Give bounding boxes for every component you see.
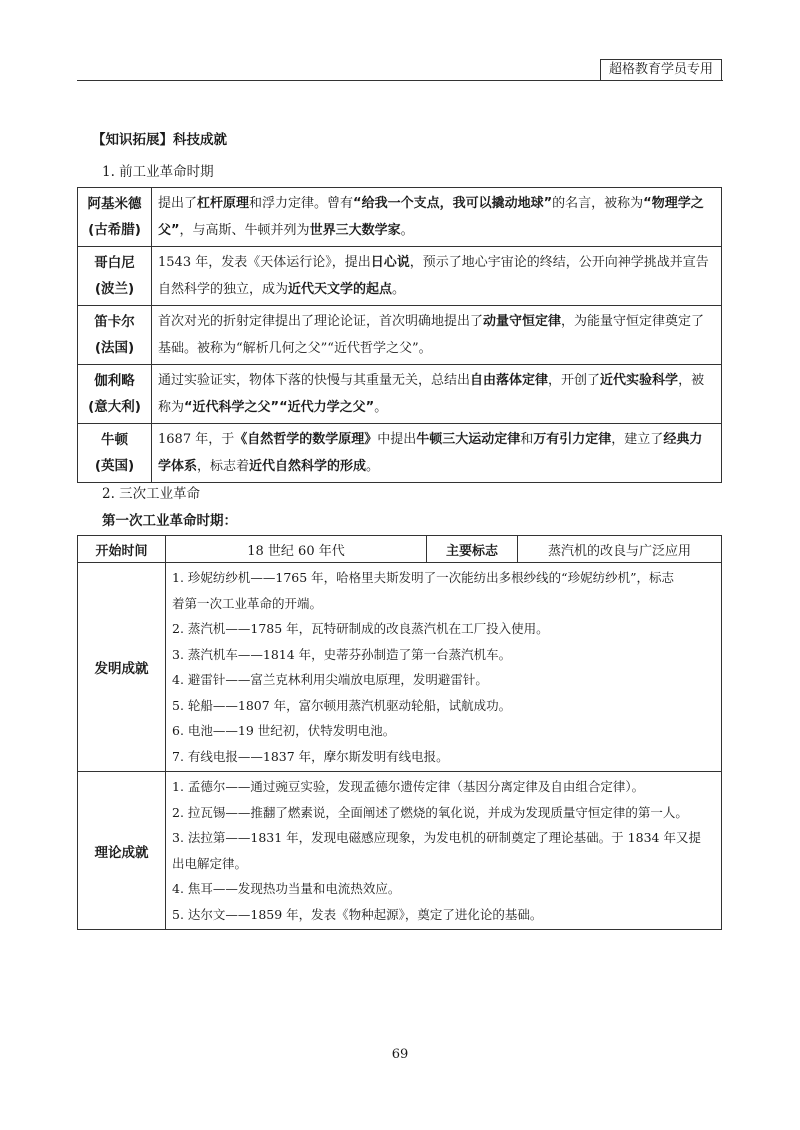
list-item: 5. 轮船——1807 年，富尔顿用蒸汽机驱动轮船，试航成功。 [172,697,512,713]
text-segment: 中提出 [377,432,417,447]
inventions-list [166,563,722,772]
bold-term: 近代自然科学的形成 [249,459,367,474]
text-segment: 。 [374,400,388,415]
text-segment: ，预示了地心宇宙论的终结，公开向神学挑战并宣告自然科学的独立，成为 [158,255,709,297]
text-segment: 的名言，被称为 [552,196,644,211]
text-segment: ，被称为 [158,373,705,415]
bold-term: 《自然哲学的数学原理》 [234,432,378,447]
text-segment: 1687 年，于 [158,432,235,447]
scientist-name: 牛顿 [101,432,128,448]
list-item: 出电解定律。 [172,855,248,871]
scientist-cell [78,247,152,306]
list-item: 3. 蒸汽机车——1814 年，史蒂芬孙制造了第一台蒸汽机车。 [172,646,512,662]
scientist-row [78,365,722,424]
part2-subtitle: 第一次工业革命时期： [102,513,237,529]
text-segment: 首次对光的折射定律提出了理论论证，首次明确地提出了 [158,314,484,329]
bold-term: 杠杆原理 [197,196,250,211]
scientist-row [78,306,722,365]
header-label: 超格教育学员专用 [600,59,722,81]
mark-label: 主要标志 [427,536,518,563]
start-value: 18 世纪 60 年代 [166,536,427,563]
list-item: 1. 珍妮纺纱机——1765 年，哈格里夫斯发明了一次能纺出多根纱线的“珍妮纺纱机”，标志 [172,570,674,585]
bold-term: 万有引力定律 [533,432,612,447]
theories-label: 理论成就 [78,772,166,930]
scientist-origin: (英国) [94,458,135,474]
theories-list [166,772,722,930]
text-segment: 和浮力定律。曾有 [249,196,354,211]
section-title: 【知识拓展】科技成就 [92,132,227,148]
theories-row [78,772,722,930]
scientist-cell [78,306,152,365]
achievement-description [152,247,722,306]
scientist-cell [78,424,152,483]
bold-term: “给我一个支点，我可以撬动地球” [353,196,553,211]
header-rule [77,80,723,81]
scientist-origin: (法国) [94,340,135,356]
text-segment: ，建立了 [611,432,664,447]
text-segment: ，与高斯、牛顿并列为 [179,223,310,238]
bold-term: “物理学之父” [158,196,704,238]
first-industrial-revolution-table [77,535,722,930]
bold-term: 自由落体定律 [470,373,549,388]
list-item: 7. 有线电报——1837 年，摩尔斯发明有线电报。 [172,748,449,764]
page-number: 69 [391,1047,409,1062]
scientist-name: 笛卡尔 [94,314,135,330]
scientist-cell [78,188,152,247]
mark-value: 蒸汽机的改良与广泛应用 [518,536,722,563]
bold-term: 近代实验科学 [600,373,679,388]
list-item: 着第一次工业革命的开端。 [172,595,323,611]
text-segment: ，为能量守恒定律奠定了基础。被称为“解析几何之父”“近代哲学之父”。 [158,314,705,356]
achievement-description [152,365,722,424]
list-item: 6. 电池——19 世纪初，伏特发明电池。 [172,723,396,738]
bold-term: 近代天文学的起点 [288,282,393,297]
scientist-row [78,188,722,247]
text-segment: 通过实验证实，物体下落的快慢与其重量无关，总结出 [158,373,471,388]
text-segment: ，开创了 [548,373,601,388]
scientist-origin: (波兰) [94,281,135,297]
list-item: 2. 蒸汽机——1785 年，瓦特研制成的改良蒸汽机在工厂投入使用。 [172,621,549,636]
bold-term: 牛顿三大运动定律 [416,432,521,447]
list-item: 1. 孟德尔——通过豌豆实验，发现孟德尔遗传定律（基因分离定律及自由组合定律）。 [172,779,645,794]
inventions-label: 发明成就 [78,563,166,772]
list-item: 5. 达尔文——1859 年，发表《物种起源》，奠定了进化论的基础。 [172,906,543,922]
pre-industrial-table [77,187,722,483]
text-segment: ，标志着 [197,459,250,474]
list-item: 2. 拉瓦锡——推翻了燃素说，全面阐述了燃烧的氧化说，并成为发现质量守恒定律的第一人。 [172,804,688,820]
scientist-cell [78,365,152,424]
scientist-name: 阿基米德 [87,196,142,212]
text-segment: 1543 年，发表《天体运行论》，提出 [158,255,371,270]
scientist-origin: (古希腊) [88,222,141,238]
scientist-row [78,424,722,483]
scientist-name: 哥白尼 [94,255,135,271]
text-segment: 。 [400,223,414,238]
list-item: 4. 焦耳——发现热功当量和电流热效应。 [172,881,401,896]
text-segment: 。 [392,282,406,297]
bold-term: 世界三大数学家 [309,223,401,238]
inventions-row [78,563,722,772]
list-item: 3. 法拉第——1831 年，发现电磁感应现象，为发电机的研制奠定了理论基础。于 1834 年又提 [172,830,701,845]
table-header-row [78,536,722,563]
part1-title: 1. 前工业革命时期 [102,164,214,180]
part2-title: 2. 三次工业革命 [102,486,201,502]
bold-term: 经典力学体系 [158,432,703,474]
bold-term: “近代科学之父”“近代力学之父” [184,400,375,415]
achievement-description [152,424,722,483]
scientist-name: 伽利略 [94,373,135,389]
text-segment: 提出了 [158,196,198,211]
text-segment: 。 [366,459,380,474]
achievement-description [152,188,722,247]
scientist-row [78,247,722,306]
achievement-description [152,306,722,365]
bold-term: 动量守恒定律 [483,314,562,329]
start-label: 开始时间 [78,536,166,563]
text-segment: 和 [520,432,534,447]
scientist-origin: (意大利) [88,399,141,415]
bold-term: 日心说 [370,255,410,270]
list-item: 4. 避雷针——富兰克林利用尖端放电原理，发明避雷针。 [172,672,488,687]
